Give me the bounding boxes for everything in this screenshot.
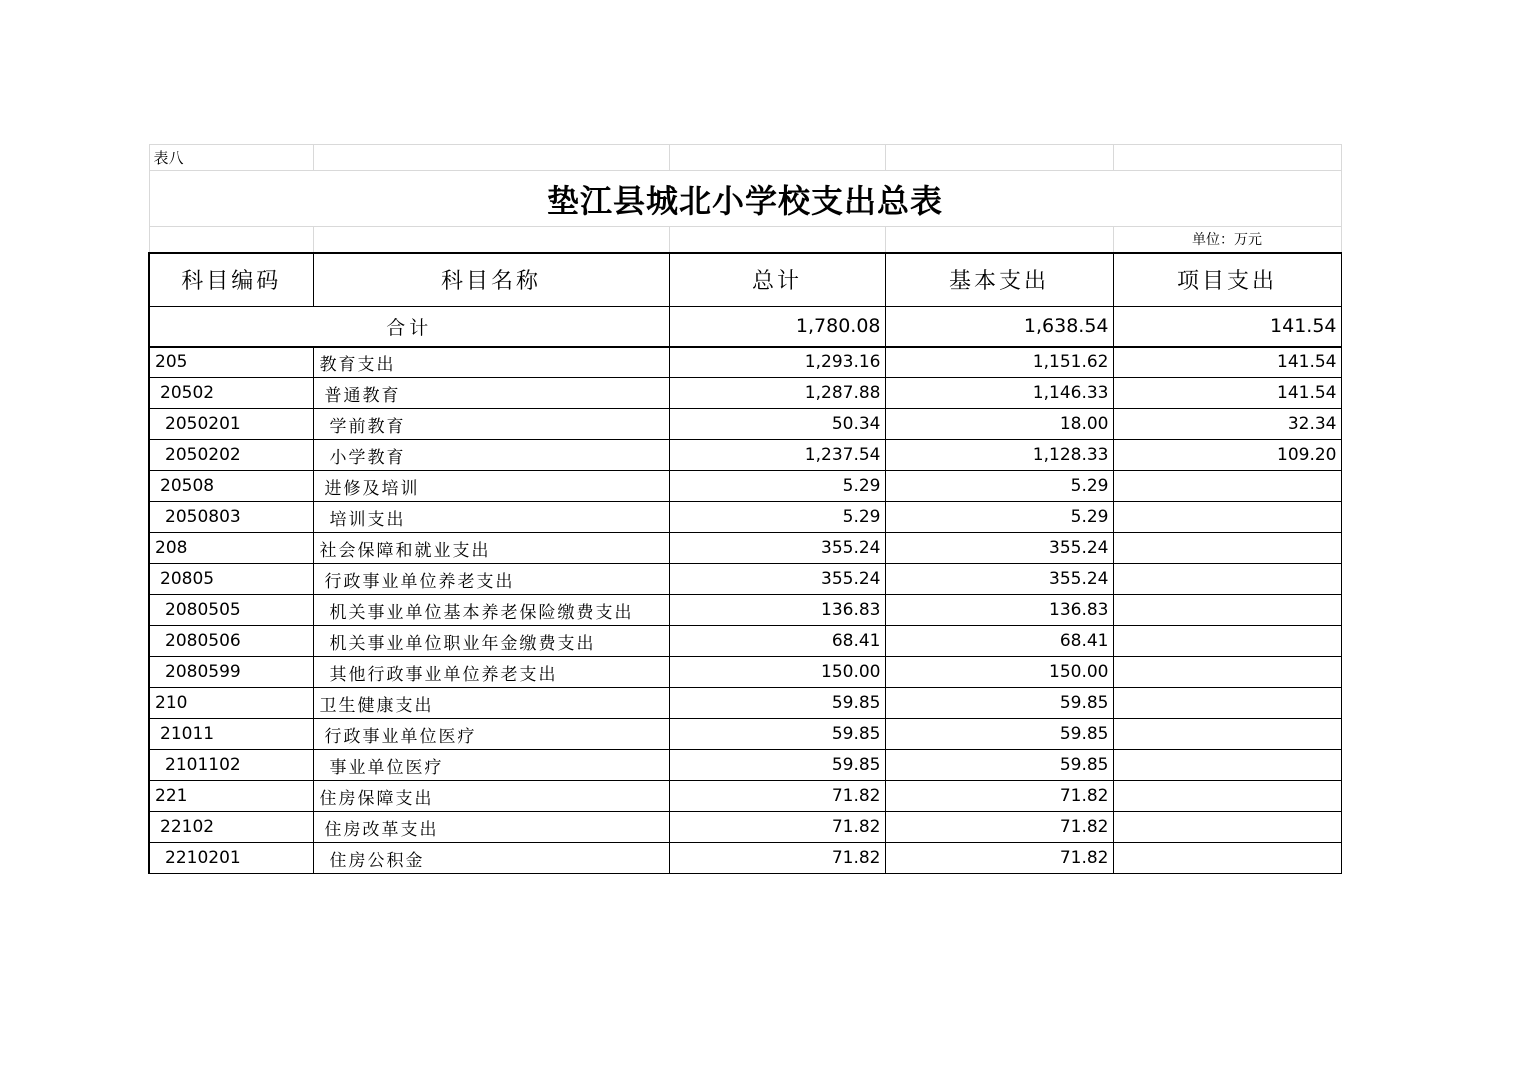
row-code: 2080505 [149,595,313,626]
total-row [149,307,1341,347]
row-project: 141.54 [1113,378,1341,409]
row-basic: 59.85 [885,719,1113,750]
row-name: 社会保障和就业支出 [313,533,669,564]
row-name: 事业单位医疗 [313,750,669,781]
row-name: 卫生健康支出 [313,688,669,719]
table-row [149,657,1341,688]
table-row [149,688,1341,719]
row-code: 22102 [149,812,313,843]
row-total: 59.85 [669,688,885,719]
row-project [1113,843,1341,874]
row-project [1113,564,1341,595]
row-project [1113,533,1341,564]
total-label: 合计 [149,307,669,347]
row-name: 普通教育 [313,378,669,409]
header-project: 项目支出 [1113,253,1341,307]
header-basic: 基本支出 [885,253,1113,307]
row-total: 355.24 [669,533,885,564]
table-row [149,595,1341,626]
table-row [149,440,1341,471]
table-row [149,843,1341,874]
row-basic: 1,128.33 [885,440,1113,471]
table-row [149,781,1341,812]
sheet-label: 表八 [149,145,313,171]
row-name: 进修及培训 [313,471,669,502]
row-total: 5.29 [669,471,885,502]
page-title: 垫江县城北小学校支出总表 [149,171,1341,227]
row-code: 20502 [149,378,313,409]
sheet-label-row [149,145,1341,171]
table-row [149,564,1341,595]
row-basic: 355.24 [885,564,1113,595]
row-name: 机关事业单位基本养老保险缴费支出 [313,595,669,626]
unit-label: 单位：万元 [1113,227,1341,253]
row-basic: 355.24 [885,533,1113,564]
row-basic: 150.00 [885,657,1113,688]
row-code: 20508 [149,471,313,502]
row-total: 71.82 [669,843,885,874]
table-row [149,378,1341,409]
row-name: 住房保障支出 [313,781,669,812]
row-name: 行政事业单位医疗 [313,719,669,750]
total-project: 141.54 [1113,307,1341,347]
row-total: 59.85 [669,750,885,781]
row-total: 150.00 [669,657,885,688]
row-code: 20805 [149,564,313,595]
row-total: 1,237.54 [669,440,885,471]
row-basic: 71.82 [885,781,1113,812]
row-code: 21011 [149,719,313,750]
row-basic: 71.82 [885,812,1113,843]
header-total: 总计 [669,253,885,307]
table-row [149,347,1341,378]
row-name: 住房改革支出 [313,812,669,843]
row-code: 221 [149,781,313,812]
row-basic: 1,151.62 [885,347,1113,378]
expenditure-table [148,144,1342,874]
row-basic: 136.83 [885,595,1113,626]
row-code: 208 [149,533,313,564]
total-basic: 1,638.54 [885,307,1113,347]
row-total: 50.34 [669,409,885,440]
row-name: 行政事业单位养老支出 [313,564,669,595]
row-total: 71.82 [669,781,885,812]
row-basic: 1,146.33 [885,378,1113,409]
row-code: 210 [149,688,313,719]
unit-row [149,227,1341,253]
row-code: 2080506 [149,626,313,657]
row-code: 205 [149,347,313,378]
row-code: 2210201 [149,843,313,874]
row-basic: 5.29 [885,471,1113,502]
expenditure-sheet [148,144,1340,874]
row-total: 1,287.88 [669,378,885,409]
row-name: 小学教育 [313,440,669,471]
header-row [149,253,1341,307]
row-code: 2050201 [149,409,313,440]
row-project [1113,688,1341,719]
header-code: 科目编码 [149,253,313,307]
table-row [149,750,1341,781]
row-code: 2101102 [149,750,313,781]
row-code: 2080599 [149,657,313,688]
row-basic: 18.00 [885,409,1113,440]
table-row [149,719,1341,750]
total-total: 1,780.08 [669,307,885,347]
row-total: 1,293.16 [669,347,885,378]
row-project [1113,502,1341,533]
row-name: 住房公积金 [313,843,669,874]
row-total: 5.29 [669,502,885,533]
row-basic: 59.85 [885,688,1113,719]
row-total: 59.85 [669,719,885,750]
row-name: 其他行政事业单位养老支出 [313,657,669,688]
row-project [1113,471,1341,502]
row-name: 教育支出 [313,347,669,378]
table-row [149,533,1341,564]
row-total: 71.82 [669,812,885,843]
row-total: 68.41 [669,626,885,657]
row-project [1113,812,1341,843]
table-row [149,626,1341,657]
table-row [149,502,1341,533]
row-project [1113,750,1341,781]
table-row [149,812,1341,843]
row-project [1113,719,1341,750]
row-project: 109.20 [1113,440,1341,471]
row-total: 136.83 [669,595,885,626]
row-total: 355.24 [669,564,885,595]
row-name: 培训支出 [313,502,669,533]
table-row [149,409,1341,440]
row-code: 2050202 [149,440,313,471]
row-project: 32.34 [1113,409,1341,440]
row-basic: 71.82 [885,843,1113,874]
row-name: 机关事业单位职业年金缴费支出 [313,626,669,657]
header-name: 科目名称 [313,253,669,307]
row-project [1113,595,1341,626]
row-project [1113,626,1341,657]
row-name: 学前教育 [313,409,669,440]
row-basic: 68.41 [885,626,1113,657]
row-project [1113,657,1341,688]
row-code: 2050803 [149,502,313,533]
title-row [149,171,1341,227]
row-project: 141.54 [1113,347,1341,378]
row-project [1113,781,1341,812]
row-basic: 59.85 [885,750,1113,781]
table-row [149,471,1341,502]
row-basic: 5.29 [885,502,1113,533]
